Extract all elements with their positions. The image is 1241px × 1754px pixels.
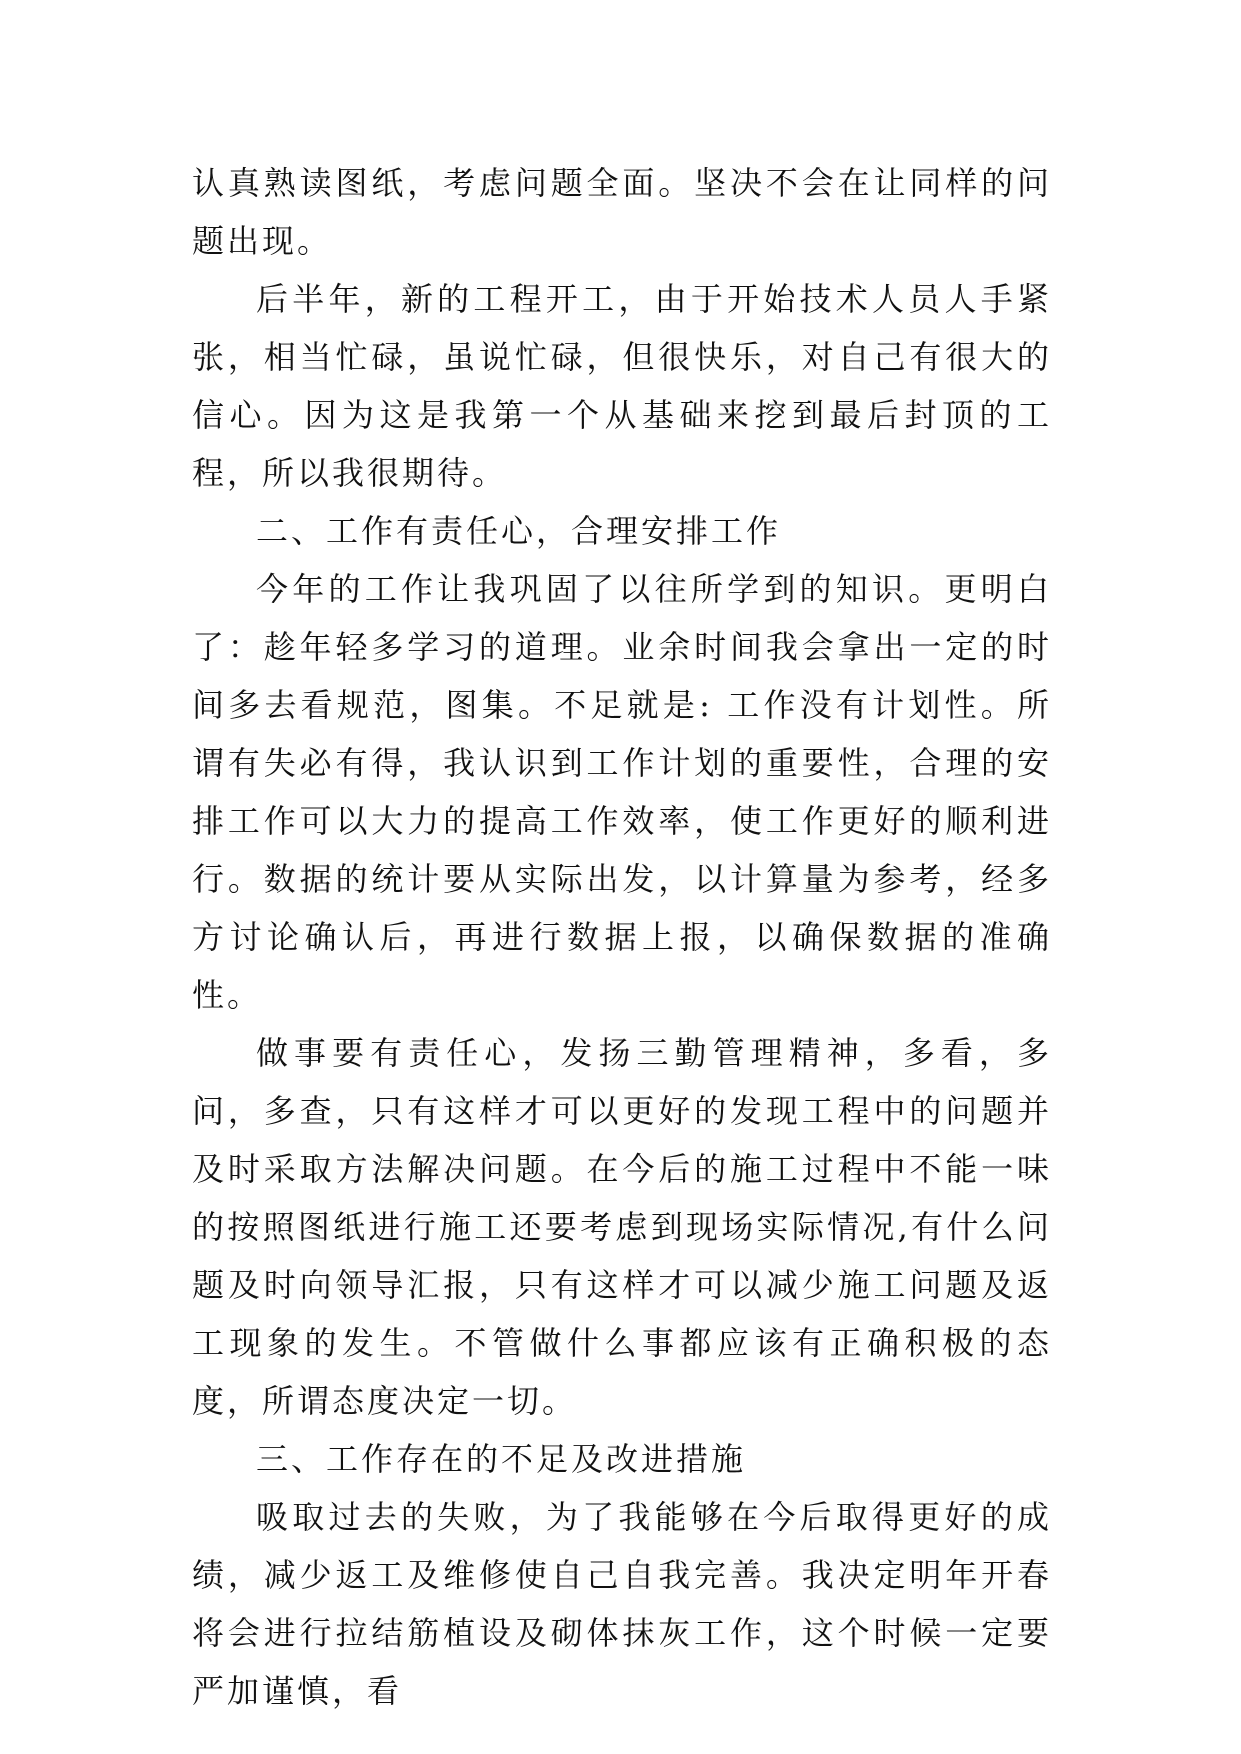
paragraph: 吸取过去的失败，为了我能够在今后取得更好的成绩，减少返工及维修使自己自我完善。我决定明年开春将会进行拉结筋植设及砌体抹灰工作，这个时候一定要严加谨慎，看 — [192, 1498, 1052, 1710]
paragraph: 做事要有责任心，发扬三勤管理精神，多看，多问，多查，只有这样才可以更好的发现工程中的问题并及时采取方法解决问题。在今后的施工过程中不能一味的按照图纸进行施工还要考虑到现场实际情况,有什么问题及时向领导汇报，只有这样才可以减少施工问题及返工现象的发生。不管做什么事都应该有正确积极的态度，所谓态度决定一切。 — [192, 1034, 1052, 1420]
paragraph: 今年的工作让我巩固了以往所学到的知识。更明白了：趁年轻多学习的道理。业余时间我会拿出一定的时间多去看规范，图集。不足就是: 工作没有计划性。所谓有失必有得，我认识到工作计划的重要性，合理的安排工作可以大力的提高工作效率，使工作更好的顺利进行。数据的统计要从实际出发，以计算量为参考，经多方讨论确认后，再进行数据上报，以确保数据的准确性。 — [192, 570, 1052, 1014]
section-heading: 三、工作存在的不足及改进措施 — [256, 1440, 747, 1478]
paragraph: 后半年，新的工程开工，由于开始技术人员人手紧张，相当忙碌，虽说忙碌，但很快乐，对自己有很大的信心。因为这是我第一个从基础来挖到最后封顶的工程，所以我很期待。 — [192, 280, 1052, 492]
section-heading: 二、工作有责任心，合理安排工作 — [256, 512, 782, 550]
document-body — [192, 154, 1052, 1720]
paragraph: 认真熟读图纸，考虑问题全面。坚决不会在让同样的问题出现。 — [192, 164, 1052, 260]
